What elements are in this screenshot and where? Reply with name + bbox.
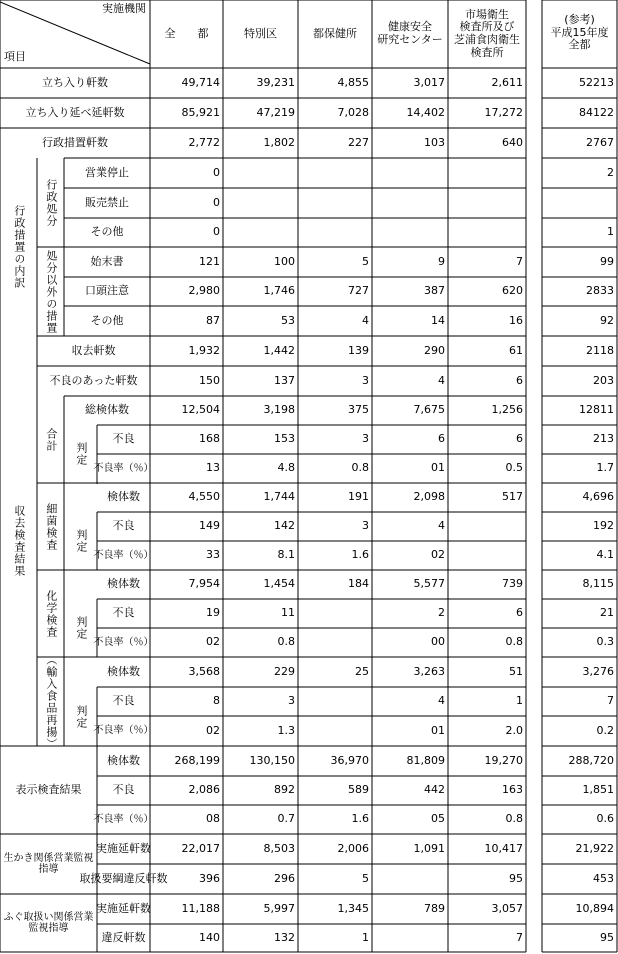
value-cell: 739 bbox=[502, 577, 523, 591]
value-cell: 47,219 bbox=[256, 105, 295, 119]
row-label: 販売禁止 bbox=[85, 195, 129, 209]
value-cell: 7 bbox=[516, 254, 523, 268]
row-label: 不良 bbox=[112, 783, 135, 797]
value-cell: 51 bbox=[509, 664, 523, 678]
value-cell: 0.8 bbox=[277, 635, 295, 649]
group-label: 判定 bbox=[74, 704, 88, 729]
row-label: 不良 bbox=[112, 519, 135, 533]
reference-header-line: 平成15年度 bbox=[550, 25, 609, 39]
value-cell: 01 bbox=[431, 461, 445, 475]
value-cell: 1,091 bbox=[413, 841, 445, 855]
value-cell: 0.8 bbox=[351, 461, 369, 475]
value-cell bbox=[223, 158, 298, 188]
reference-cell: 0.6 bbox=[596, 812, 614, 826]
value-cell: 1 bbox=[516, 694, 523, 708]
row-label: 不良率（％） bbox=[93, 636, 154, 648]
value-cell: 6 bbox=[516, 373, 523, 387]
value-cell: 0.7 bbox=[277, 812, 295, 826]
column-header-line: 都保健所 bbox=[313, 26, 357, 40]
value-cell: 4 bbox=[438, 694, 445, 708]
value-cell: 3,017 bbox=[413, 75, 445, 89]
reference-header-line: (参考) bbox=[564, 13, 595, 27]
value-cell: 8,503 bbox=[263, 841, 295, 855]
value-cell: 3 bbox=[362, 373, 369, 387]
value-cell bbox=[298, 628, 372, 657]
column-header-line: 市場衛生 bbox=[465, 7, 509, 21]
value-cell: 227 bbox=[348, 135, 369, 149]
value-cell: 2,086 bbox=[188, 783, 220, 797]
row-label: 検体数 bbox=[107, 664, 140, 678]
header-corner-bottom: 項目 bbox=[4, 49, 26, 63]
value-cell: 387 bbox=[424, 284, 445, 298]
value-cell: 375 bbox=[348, 403, 369, 417]
value-cell: 103 bbox=[424, 135, 445, 149]
value-cell: 2.0 bbox=[505, 723, 523, 737]
row-label: 総検体数 bbox=[85, 403, 129, 417]
value-cell: 12,504 bbox=[181, 403, 220, 417]
row-label: 不良 bbox=[112, 432, 135, 446]
value-cell: 132 bbox=[274, 930, 295, 944]
value-cell bbox=[448, 218, 526, 247]
value-cell: 02 bbox=[206, 635, 220, 649]
reference-cell: 8,115 bbox=[582, 577, 614, 591]
value-cell: 13 bbox=[206, 461, 220, 475]
row-label: その他 bbox=[90, 225, 124, 239]
reference-cell: 21 bbox=[600, 606, 614, 620]
row-label: 実施延軒数 bbox=[96, 841, 151, 855]
group-label: （輸入食品再揚） bbox=[44, 653, 58, 750]
group-label: 合計 bbox=[44, 427, 58, 452]
reference-cell: 2 bbox=[607, 165, 614, 179]
value-cell: 11 bbox=[281, 606, 295, 620]
value-cell: 2,980 bbox=[188, 284, 220, 298]
reference-cell: 288,720 bbox=[568, 753, 614, 767]
row-label: 違反軒数 bbox=[101, 930, 146, 944]
header-corner-top: 実施機関 bbox=[102, 1, 146, 15]
value-cell: 4,855 bbox=[337, 75, 369, 89]
value-cell: 87 bbox=[206, 313, 220, 327]
value-cell: 0.8 bbox=[505, 812, 523, 826]
column-header-line: 検査所 bbox=[470, 45, 504, 59]
group-label: 収去検査結果 bbox=[12, 505, 26, 577]
value-cell: 08 bbox=[206, 812, 220, 826]
value-cell: 3,198 bbox=[263, 403, 295, 417]
value-cell: 7,028 bbox=[337, 105, 369, 119]
column-header-kenko bbox=[372, 0, 448, 68]
reference-cell: 213 bbox=[593, 432, 614, 446]
value-cell bbox=[372, 924, 448, 952]
value-cell: 5 bbox=[362, 254, 369, 268]
value-cell: 184 bbox=[348, 577, 369, 591]
reference-cell: 203 bbox=[593, 373, 614, 387]
reference-cell: 2767 bbox=[586, 135, 614, 149]
value-cell bbox=[448, 541, 526, 570]
value-cell: 7 bbox=[516, 930, 523, 944]
value-cell: 442 bbox=[424, 783, 445, 797]
value-cell: 268,199 bbox=[174, 753, 220, 767]
value-cell: 95 bbox=[509, 871, 523, 885]
value-cell bbox=[298, 188, 372, 218]
reference-cell: 0.2 bbox=[596, 723, 614, 737]
value-cell: 4 bbox=[362, 313, 369, 327]
value-cell bbox=[448, 512, 526, 541]
value-cell: 1,744 bbox=[263, 490, 295, 504]
value-cell bbox=[372, 188, 448, 218]
group-label: 行政処分 bbox=[44, 178, 58, 227]
value-cell: 10,417 bbox=[484, 841, 523, 855]
reference-cell: 7 bbox=[607, 694, 614, 708]
value-cell: 7,954 bbox=[188, 577, 220, 591]
reference-cell: 99 bbox=[600, 254, 614, 268]
value-cell: 3,057 bbox=[491, 901, 523, 915]
group-label: 処分以外の措置 bbox=[44, 249, 58, 334]
value-cell: 61 bbox=[509, 343, 523, 357]
value-cell: 168 bbox=[199, 432, 220, 446]
row-label: 不良率（％） bbox=[93, 813, 154, 825]
value-cell: 0 bbox=[213, 195, 220, 209]
value-cell: 2,611 bbox=[491, 75, 523, 89]
reference-cell bbox=[542, 188, 617, 218]
value-cell: 396 bbox=[199, 871, 220, 885]
value-cell: 14 bbox=[431, 313, 445, 327]
value-cell: 53 bbox=[281, 313, 295, 327]
group-label: 生かき関係営業監視指導 bbox=[3, 852, 94, 875]
value-cell bbox=[372, 864, 448, 894]
value-cell: 39,231 bbox=[256, 75, 295, 89]
value-cell: 25 bbox=[355, 664, 369, 678]
row-label: 不良 bbox=[112, 694, 135, 708]
reference-cell: 2118 bbox=[586, 343, 614, 357]
value-cell: 1,932 bbox=[188, 343, 220, 357]
value-cell: 02 bbox=[431, 548, 445, 562]
value-cell: 2,098 bbox=[413, 490, 445, 504]
value-cell: 7,675 bbox=[413, 403, 445, 417]
value-cell: 142 bbox=[274, 519, 295, 533]
value-cell: 1,802 bbox=[263, 135, 295, 149]
value-cell: 6 bbox=[516, 606, 523, 620]
reference-cell: 92 bbox=[600, 313, 614, 327]
value-cell bbox=[372, 158, 448, 188]
reference-cell: 3,276 bbox=[582, 664, 614, 678]
value-cell: 49,714 bbox=[181, 75, 220, 89]
value-cell: 1.6 bbox=[351, 548, 369, 562]
value-cell bbox=[448, 188, 526, 218]
reference-cell: 1.7 bbox=[596, 461, 614, 475]
value-cell: 19 bbox=[206, 606, 220, 620]
reference-cell: 4.1 bbox=[596, 548, 614, 562]
value-cell bbox=[298, 687, 372, 716]
value-cell: 1,256 bbox=[491, 403, 523, 417]
row-label: 収去軒数 bbox=[71, 343, 116, 357]
group-label: 判定 bbox=[74, 442, 88, 466]
value-cell: 0 bbox=[213, 165, 220, 179]
value-cell: 14,402 bbox=[406, 105, 445, 119]
group-label: 判定 bbox=[74, 529, 88, 553]
value-cell: 22,017 bbox=[181, 841, 220, 855]
value-cell: 130,150 bbox=[249, 753, 295, 767]
column-header-line: 健康安全 bbox=[388, 20, 432, 34]
group-label: ふぐ取扱い関係営業監視指導 bbox=[3, 911, 94, 934]
value-cell: 1,454 bbox=[263, 577, 295, 591]
value-cell: 1,746 bbox=[263, 284, 295, 298]
value-cell: 5,997 bbox=[263, 901, 295, 915]
reference-cell: 21,922 bbox=[575, 841, 614, 855]
column-header-line: 特別区 bbox=[244, 26, 277, 40]
value-cell: 191 bbox=[348, 490, 369, 504]
value-cell: 2,772 bbox=[188, 135, 220, 149]
row-label: その他 bbox=[90, 313, 124, 327]
row-label: 営業停止 bbox=[85, 165, 129, 179]
reference-cell: 1 bbox=[607, 225, 614, 239]
value-cell: 892 bbox=[274, 783, 295, 797]
value-cell: 17,272 bbox=[484, 105, 523, 119]
value-cell: 149 bbox=[199, 519, 220, 533]
value-cell bbox=[298, 716, 372, 746]
value-cell: 05 bbox=[431, 812, 445, 826]
value-cell: 5,577 bbox=[413, 577, 445, 591]
value-cell: 3 bbox=[362, 432, 369, 446]
value-cell: 1.6 bbox=[351, 812, 369, 826]
value-cell bbox=[223, 218, 298, 247]
value-cell bbox=[372, 218, 448, 247]
reference-cell: 52213 bbox=[579, 75, 614, 89]
reference-cell: 192 bbox=[593, 519, 614, 533]
value-cell: 229 bbox=[274, 664, 295, 678]
value-cell: 2,006 bbox=[337, 841, 369, 855]
value-cell: 33 bbox=[206, 548, 220, 562]
row-label: 検体数 bbox=[107, 577, 140, 591]
reference-header bbox=[542, 8, 617, 58]
value-cell: 19,270 bbox=[484, 753, 523, 767]
value-cell: 8.1 bbox=[277, 548, 295, 562]
value-cell: 1,345 bbox=[337, 901, 369, 915]
value-cell: 121 bbox=[199, 254, 220, 268]
reference-header-line: 全都 bbox=[568, 38, 591, 52]
value-cell: 3 bbox=[288, 694, 295, 708]
value-cell: 620 bbox=[502, 284, 523, 298]
reference-cell: 453 bbox=[593, 871, 614, 885]
value-cell: 2 bbox=[438, 606, 445, 620]
value-cell: 6 bbox=[516, 432, 523, 446]
value-cell: 01 bbox=[431, 723, 445, 737]
value-cell bbox=[448, 158, 526, 188]
value-cell: 3,263 bbox=[413, 664, 445, 678]
row-label: 不良率（％） bbox=[93, 725, 154, 737]
row-label: 不良 bbox=[112, 606, 135, 620]
column-header-line: 研究センター bbox=[377, 33, 443, 46]
value-cell: 36,970 bbox=[330, 753, 369, 767]
value-cell: 727 bbox=[348, 284, 369, 298]
value-cell: 02 bbox=[206, 723, 220, 737]
row-label: 立ち入り延べ延軒数 bbox=[25, 105, 125, 119]
value-cell: 0.5 bbox=[505, 461, 523, 475]
group-label: 細菌検査 bbox=[44, 502, 58, 551]
value-cell bbox=[298, 218, 372, 247]
row-label: 始末書 bbox=[90, 254, 124, 268]
value-cell: 81,809 bbox=[406, 753, 445, 767]
row-label: 実施延軒数 bbox=[96, 901, 151, 915]
group-label: 表示検査結果 bbox=[15, 782, 82, 796]
value-cell bbox=[223, 188, 298, 218]
value-cell: 140 bbox=[199, 930, 220, 944]
row-label: 不良のあった軒数 bbox=[49, 373, 138, 387]
value-cell: 1 bbox=[362, 930, 369, 944]
column-header-line: 芝浦食肉衛生 bbox=[454, 33, 520, 46]
value-cell: 789 bbox=[424, 901, 445, 915]
value-cell: 150 bbox=[199, 373, 220, 387]
value-cell: 100 bbox=[274, 254, 295, 268]
value-cell: 00 bbox=[431, 635, 445, 649]
value-cell: 4.8 bbox=[277, 461, 295, 475]
value-cell: 163 bbox=[502, 783, 523, 797]
row-label: 不良率（％） bbox=[93, 549, 154, 561]
column-header-hokenjo bbox=[298, 0, 372, 68]
value-cell: 3 bbox=[362, 519, 369, 533]
row-label: 立ち入り軒数 bbox=[42, 75, 108, 89]
column-header-line: 検査所及び bbox=[459, 20, 515, 34]
value-cell: 0 bbox=[213, 225, 220, 239]
value-cell: 589 bbox=[348, 783, 369, 797]
row-label: 検体数 bbox=[107, 753, 140, 767]
value-cell: 6 bbox=[438, 432, 445, 446]
reference-cell: 4,696 bbox=[582, 490, 614, 504]
value-cell: 517 bbox=[502, 490, 523, 504]
value-cell: 1.3 bbox=[277, 723, 295, 737]
value-cell: 85,921 bbox=[181, 105, 220, 119]
reference-cell: 0.3 bbox=[596, 635, 614, 649]
row-label: 取扱要綱違反軒数 bbox=[79, 871, 168, 885]
value-cell: 290 bbox=[424, 343, 445, 357]
group-label: 判定 bbox=[74, 616, 88, 640]
group-label: 化学検査 bbox=[44, 589, 58, 638]
value-cell bbox=[298, 158, 372, 188]
reference-cell: 1,851 bbox=[582, 783, 614, 797]
value-cell: 640 bbox=[502, 135, 523, 149]
reference-cell: 12811 bbox=[579, 403, 614, 417]
value-cell: 16 bbox=[509, 313, 523, 327]
value-cell: 5 bbox=[362, 871, 369, 885]
row-label: 口頭注意 bbox=[85, 284, 129, 298]
value-cell: 11,188 bbox=[181, 901, 220, 915]
column-header-line: 全 都 bbox=[164, 26, 209, 40]
value-cell: 4 bbox=[438, 373, 445, 387]
reference-cell: 10,894 bbox=[575, 901, 614, 915]
column-header-tokubetsuku bbox=[223, 0, 298, 68]
group-label: 行政措置の内訳 bbox=[12, 205, 26, 289]
row-label: 行政措置軒数 bbox=[42, 135, 108, 149]
value-cell: 8 bbox=[213, 694, 220, 708]
row-label: 不良率（％） bbox=[93, 462, 154, 474]
value-cell: 296 bbox=[274, 871, 295, 885]
value-cell: 139 bbox=[348, 343, 369, 357]
value-cell: 137 bbox=[274, 373, 295, 387]
column-header-zento bbox=[150, 0, 223, 68]
value-cell: 4,550 bbox=[188, 490, 220, 504]
value-cell: 4 bbox=[438, 519, 445, 533]
value-cell: 3,568 bbox=[188, 664, 220, 678]
value-cell: 0.8 bbox=[505, 635, 523, 649]
value-cell: 153 bbox=[274, 432, 295, 446]
value-cell: 1,442 bbox=[263, 343, 295, 357]
reference-cell: 95 bbox=[600, 930, 614, 944]
row-label: 検体数 bbox=[107, 490, 140, 504]
value-cell bbox=[298, 599, 372, 628]
column-header-ichiba bbox=[448, 0, 526, 68]
reference-cell: 84122 bbox=[579, 105, 614, 119]
reference-cell: 2833 bbox=[586, 284, 614, 298]
value-cell: 9 bbox=[438, 254, 445, 268]
